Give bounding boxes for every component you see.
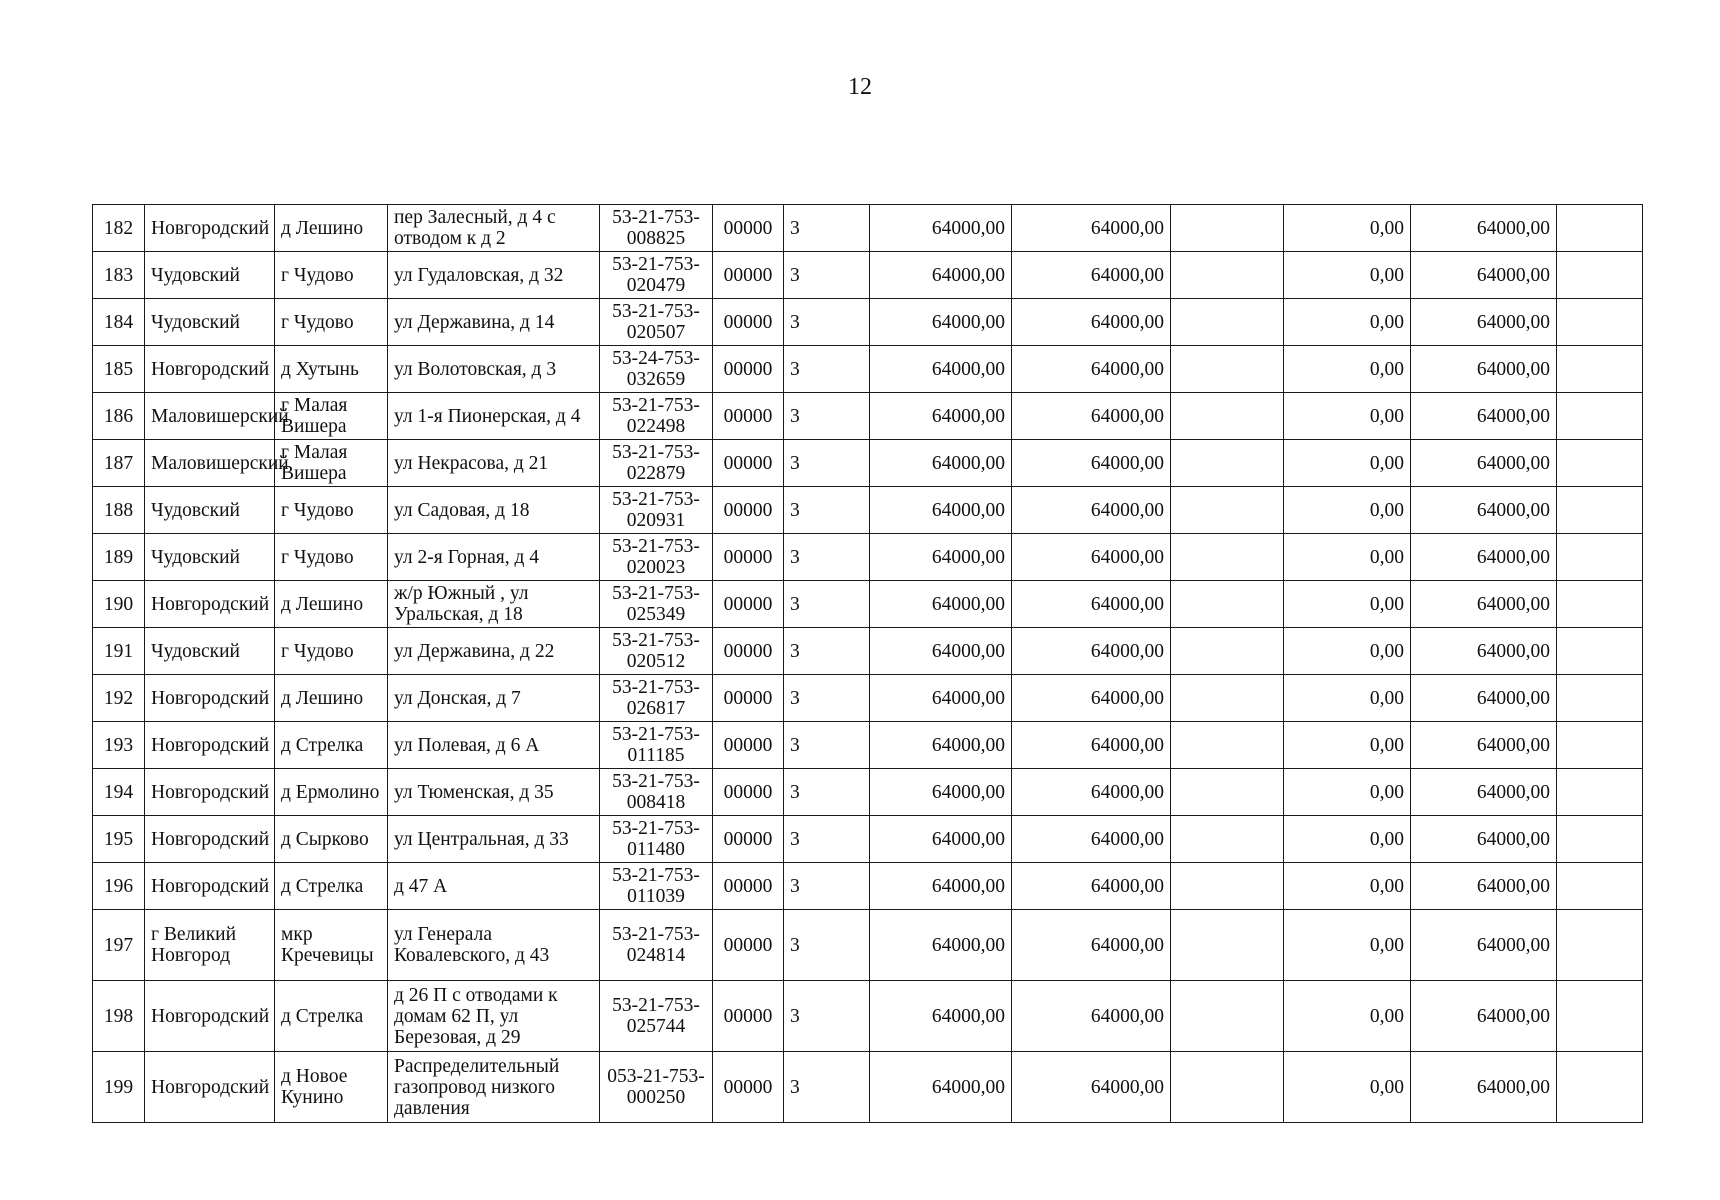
row-number-cell: 184 — [93, 299, 145, 346]
total-cell: 64000,00 — [1411, 769, 1557, 816]
empty-cell — [1171, 628, 1284, 675]
locality-cell: д Лешино — [275, 205, 388, 252]
address-cell: ж/р Южный , ул Уральская, д 18 — [388, 581, 600, 628]
empty-cell — [1171, 581, 1284, 628]
last-cell — [1557, 863, 1643, 910]
amount-2-cell: 64000,00 — [1012, 816, 1171, 863]
amount-2-cell: 64000,00 — [1012, 393, 1171, 440]
row-number-cell: 185 — [93, 346, 145, 393]
value-zero-cell: 0,00 — [1284, 675, 1411, 722]
row-number-cell: 187 — [93, 440, 145, 487]
empty-cell — [1171, 863, 1284, 910]
district-cell: Чудовский — [145, 299, 275, 346]
table-row — [93, 910, 1643, 981]
value-zero-cell: 0,00 — [1284, 487, 1411, 534]
object-code-cell: 53-21-753-008825 — [600, 205, 713, 252]
value-zero-cell: 0,00 — [1284, 769, 1411, 816]
object-code-cell: 53-21-753-022879 — [600, 440, 713, 487]
value-zero-cell: 0,00 — [1284, 534, 1411, 581]
zero-code-cell: 00000 — [713, 205, 784, 252]
locality-cell: д Стрелка — [275, 981, 388, 1052]
category-cell: 3 — [784, 628, 870, 675]
address-cell: ул 2-я Горная, д 4 — [388, 534, 600, 581]
zero-code-cell: 00000 — [713, 981, 784, 1052]
row-number-cell: 195 — [93, 816, 145, 863]
row-number-cell: 193 — [93, 722, 145, 769]
row-number-cell: 199 — [93, 1052, 145, 1123]
category-cell: 3 — [784, 393, 870, 440]
district-cell: Новгородский — [145, 205, 275, 252]
empty-cell — [1171, 910, 1284, 981]
object-code-cell: 53-21-753-011185 — [600, 722, 713, 769]
locality-cell: г Чудово — [275, 252, 388, 299]
address-cell: пер Залесный, д 4 с отводом к д 2 — [388, 205, 600, 252]
zero-code-cell: 00000 — [713, 346, 784, 393]
last-cell — [1557, 1052, 1643, 1123]
category-cell: 3 — [784, 346, 870, 393]
value-zero-cell: 0,00 — [1284, 581, 1411, 628]
last-cell — [1557, 440, 1643, 487]
empty-cell — [1171, 205, 1284, 252]
district-cell: Чудовский — [145, 487, 275, 534]
value-zero-cell: 0,00 — [1284, 252, 1411, 299]
last-cell — [1557, 628, 1643, 675]
zero-code-cell: 00000 — [713, 1052, 784, 1123]
total-cell: 64000,00 — [1411, 628, 1557, 675]
district-cell: Чудовский — [145, 628, 275, 675]
total-cell: 64000,00 — [1411, 816, 1557, 863]
value-zero-cell: 0,00 — [1284, 440, 1411, 487]
value-zero-cell: 0,00 — [1284, 205, 1411, 252]
last-cell — [1557, 981, 1643, 1052]
zero-code-cell: 00000 — [713, 628, 784, 675]
locality-cell: д Стрелка — [275, 863, 388, 910]
amount-2-cell: 64000,00 — [1012, 487, 1171, 534]
table-row — [93, 299, 1643, 346]
amount-cell: 64000,00 — [870, 487, 1012, 534]
zero-code-cell: 00000 — [713, 534, 784, 581]
empty-cell — [1171, 1052, 1284, 1123]
table-row — [93, 487, 1643, 534]
table-row — [93, 252, 1643, 299]
value-zero-cell: 0,00 — [1284, 346, 1411, 393]
object-code-cell: 53-21-753-008418 — [600, 769, 713, 816]
empty-cell — [1171, 981, 1284, 1052]
category-cell: 3 — [784, 722, 870, 769]
address-cell: ул Гудаловская, д 32 — [388, 252, 600, 299]
locality-cell: г Малая Вишера — [275, 440, 388, 487]
zero-code-cell: 00000 — [713, 252, 784, 299]
row-number-cell: 191 — [93, 628, 145, 675]
total-cell: 64000,00 — [1411, 440, 1557, 487]
total-cell: 64000,00 — [1411, 981, 1557, 1052]
last-cell — [1557, 534, 1643, 581]
object-code-cell: 53-21-753-022498 — [600, 393, 713, 440]
empty-cell — [1171, 816, 1284, 863]
category-cell: 3 — [784, 675, 870, 722]
table-row — [93, 393, 1643, 440]
category-cell: 3 — [784, 581, 870, 628]
category-cell: 3 — [784, 534, 870, 581]
table-row — [93, 628, 1643, 675]
amount-cell: 64000,00 — [870, 910, 1012, 981]
district-cell: Новгородский — [145, 722, 275, 769]
last-cell — [1557, 346, 1643, 393]
empty-cell — [1171, 675, 1284, 722]
amount-2-cell: 64000,00 — [1012, 981, 1171, 1052]
category-cell: 3 — [784, 816, 870, 863]
amount-cell: 64000,00 — [870, 581, 1012, 628]
address-cell: д 47 А — [388, 863, 600, 910]
table-row — [93, 534, 1643, 581]
table-row — [93, 440, 1643, 487]
amount-cell: 64000,00 — [870, 628, 1012, 675]
total-cell: 64000,00 — [1411, 581, 1557, 628]
total-cell: 64000,00 — [1411, 910, 1557, 981]
total-cell: 64000,00 — [1411, 252, 1557, 299]
empty-cell — [1171, 346, 1284, 393]
address-cell: ул Тюменская, д 35 — [388, 769, 600, 816]
last-cell — [1557, 205, 1643, 252]
table-body — [93, 205, 1643, 1123]
table-row — [93, 863, 1643, 910]
zero-code-cell: 00000 — [713, 581, 784, 628]
district-cell: Новгородский — [145, 675, 275, 722]
object-code-cell: 53-21-753-020479 — [600, 252, 713, 299]
zero-code-cell: 00000 — [713, 910, 784, 981]
table-row — [93, 346, 1643, 393]
address-cell: ул Донская, д 7 — [388, 675, 600, 722]
address-cell: ул Садовая, д 18 — [388, 487, 600, 534]
value-zero-cell: 0,00 — [1284, 393, 1411, 440]
table-row — [93, 581, 1643, 628]
last-cell — [1557, 910, 1643, 981]
amount-cell: 64000,00 — [870, 440, 1012, 487]
row-number-cell: 192 — [93, 675, 145, 722]
last-cell — [1557, 816, 1643, 863]
empty-cell — [1171, 487, 1284, 534]
category-cell: 3 — [784, 1052, 870, 1123]
category-cell: 3 — [784, 440, 870, 487]
amount-cell: 64000,00 — [870, 675, 1012, 722]
zero-code-cell: 00000 — [713, 393, 784, 440]
last-cell — [1557, 299, 1643, 346]
row-number-cell: 197 — [93, 910, 145, 981]
empty-cell — [1171, 252, 1284, 299]
row-number-cell: 189 — [93, 534, 145, 581]
amount-cell: 64000,00 — [870, 252, 1012, 299]
zero-code-cell: 00000 — [713, 722, 784, 769]
amount-cell: 64000,00 — [870, 769, 1012, 816]
amount-2-cell: 64000,00 — [1012, 299, 1171, 346]
category-cell: 3 — [784, 252, 870, 299]
category-cell: 3 — [784, 299, 870, 346]
amount-2-cell: 64000,00 — [1012, 346, 1171, 393]
row-number-cell: 190 — [93, 581, 145, 628]
object-code-cell: 53-21-753-020023 — [600, 534, 713, 581]
locality-cell: д Лешино — [275, 581, 388, 628]
object-code-cell: 53-21-753-011480 — [600, 816, 713, 863]
zero-code-cell: 00000 — [713, 487, 784, 534]
value-zero-cell: 0,00 — [1284, 299, 1411, 346]
locality-cell: д Сырково — [275, 816, 388, 863]
amount-cell: 64000,00 — [870, 346, 1012, 393]
locality-cell: мкр Кречевицы — [275, 910, 388, 981]
object-code-cell: 53-24-753-032659 — [600, 346, 713, 393]
table-row — [93, 205, 1643, 252]
category-cell: 3 — [784, 910, 870, 981]
district-cell: Новгородский — [145, 346, 275, 393]
category-cell: 3 — [784, 981, 870, 1052]
value-zero-cell: 0,00 — [1284, 628, 1411, 675]
amount-cell: 64000,00 — [870, 722, 1012, 769]
locality-cell: г Чудово — [275, 628, 388, 675]
zero-code-cell: 00000 — [713, 769, 784, 816]
row-number-cell: 183 — [93, 252, 145, 299]
page-number: 12 — [848, 74, 872, 100]
object-code-cell: 53-21-753-020931 — [600, 487, 713, 534]
row-number-cell: 198 — [93, 981, 145, 1052]
amount-cell: 64000,00 — [870, 981, 1012, 1052]
row-number-cell: 182 — [93, 205, 145, 252]
district-cell: Чудовский — [145, 252, 275, 299]
total-cell: 64000,00 — [1411, 722, 1557, 769]
amount-cell: 64000,00 — [870, 393, 1012, 440]
empty-cell — [1171, 440, 1284, 487]
total-cell: 64000,00 — [1411, 1052, 1557, 1123]
locality-cell: д Хутынь — [275, 346, 388, 393]
locality-cell: д Ермолино — [275, 769, 388, 816]
row-number-cell: 188 — [93, 487, 145, 534]
total-cell: 64000,00 — [1411, 863, 1557, 910]
address-cell: ул Некрасова, д 21 — [388, 440, 600, 487]
value-zero-cell: 0,00 — [1284, 816, 1411, 863]
object-code-cell: 53-21-753-026817 — [600, 675, 713, 722]
amount-2-cell: 64000,00 — [1012, 863, 1171, 910]
amount-2-cell: 64000,00 — [1012, 910, 1171, 981]
district-cell: Новгородский — [145, 1052, 275, 1123]
total-cell: 64000,00 — [1411, 487, 1557, 534]
amount-cell: 64000,00 — [870, 205, 1012, 252]
district-cell: Маловишерский — [145, 393, 275, 440]
amount-cell: 64000,00 — [870, 1052, 1012, 1123]
address-cell: ул 1-я Пионерская, д 4 — [388, 393, 600, 440]
row-number-cell: 186 — [93, 393, 145, 440]
address-cell: ул Генерала Ковалевского, д 43 — [388, 910, 600, 981]
district-cell: г Великий Новгород — [145, 910, 275, 981]
last-cell — [1557, 722, 1643, 769]
locality-cell: г Малая Вишера — [275, 393, 388, 440]
object-code-cell: 53-21-753-025744 — [600, 981, 713, 1052]
amount-2-cell: 64000,00 — [1012, 628, 1171, 675]
value-zero-cell: 0,00 — [1284, 910, 1411, 981]
register-table — [92, 204, 1643, 1123]
value-zero-cell: 0,00 — [1284, 722, 1411, 769]
district-cell: Новгородский — [145, 863, 275, 910]
locality-cell: г Чудово — [275, 299, 388, 346]
table-row — [93, 981, 1643, 1052]
object-code-cell: 53-21-753-024814 — [600, 910, 713, 981]
object-code-cell: 53-21-753-025349 — [600, 581, 713, 628]
empty-cell — [1171, 534, 1284, 581]
amount-2-cell: 64000,00 — [1012, 675, 1171, 722]
last-cell — [1557, 252, 1643, 299]
total-cell: 64000,00 — [1411, 675, 1557, 722]
locality-cell: г Чудово — [275, 487, 388, 534]
empty-cell — [1171, 722, 1284, 769]
last-cell — [1557, 487, 1643, 534]
amount-cell: 64000,00 — [870, 863, 1012, 910]
address-cell: ул Центральная, д 33 — [388, 816, 600, 863]
object-code-cell: 53-21-753-020512 — [600, 628, 713, 675]
total-cell: 64000,00 — [1411, 393, 1557, 440]
object-code-cell: 53-21-753-020507 — [600, 299, 713, 346]
total-cell: 64000,00 — [1411, 205, 1557, 252]
empty-cell — [1171, 769, 1284, 816]
zero-code-cell: 00000 — [713, 863, 784, 910]
zero-code-cell: 00000 — [713, 816, 784, 863]
table-row — [93, 675, 1643, 722]
table-row — [93, 722, 1643, 769]
last-cell — [1557, 675, 1643, 722]
amount-2-cell: 64000,00 — [1012, 722, 1171, 769]
category-cell: 3 — [784, 863, 870, 910]
zero-code-cell: 00000 — [713, 675, 784, 722]
district-cell: Новгородский — [145, 581, 275, 628]
district-cell: Новгородский — [145, 981, 275, 1052]
locality-cell: д Лешино — [275, 675, 388, 722]
amount-2-cell: 64000,00 — [1012, 534, 1171, 581]
amount-cell: 64000,00 — [870, 534, 1012, 581]
category-cell: 3 — [784, 487, 870, 534]
address-cell: ул Державина, д 22 — [388, 628, 600, 675]
table-row — [93, 816, 1643, 863]
amount-cell: 64000,00 — [870, 816, 1012, 863]
locality-cell: г Чудово — [275, 534, 388, 581]
table-row — [93, 1052, 1643, 1123]
table-row — [93, 769, 1643, 816]
row-number-cell: 196 — [93, 863, 145, 910]
locality-cell: д Новое Кунино — [275, 1052, 388, 1123]
locality-cell: д Стрелка — [275, 722, 388, 769]
value-zero-cell: 0,00 — [1284, 1052, 1411, 1123]
address-cell: Распределительный газопровод низкого давления — [388, 1052, 600, 1123]
amount-2-cell: 64000,00 — [1012, 1052, 1171, 1123]
total-cell: 64000,00 — [1411, 299, 1557, 346]
district-cell: Маловишерский — [145, 440, 275, 487]
row-number-cell: 194 — [93, 769, 145, 816]
value-zero-cell: 0,00 — [1284, 981, 1411, 1052]
address-cell: ул Волотовская, д 3 — [388, 346, 600, 393]
zero-code-cell: 00000 — [713, 299, 784, 346]
district-cell: Новгородский — [145, 769, 275, 816]
empty-cell — [1171, 393, 1284, 440]
last-cell — [1557, 393, 1643, 440]
amount-2-cell: 64000,00 — [1012, 205, 1171, 252]
district-cell: Чудовский — [145, 534, 275, 581]
last-cell — [1557, 769, 1643, 816]
last-cell — [1557, 581, 1643, 628]
value-zero-cell: 0,00 — [1284, 863, 1411, 910]
zero-code-cell: 00000 — [713, 440, 784, 487]
empty-cell — [1171, 299, 1284, 346]
amount-2-cell: 64000,00 — [1012, 252, 1171, 299]
category-cell: 3 — [784, 205, 870, 252]
address-cell: ул Полевая, д 6 А — [388, 722, 600, 769]
category-cell: 3 — [784, 769, 870, 816]
total-cell: 64000,00 — [1411, 534, 1557, 581]
object-code-cell: 053-21-753-000250 — [600, 1052, 713, 1123]
total-cell: 64000,00 — [1411, 346, 1557, 393]
amount-2-cell: 64000,00 — [1012, 440, 1171, 487]
address-cell: д 26 П с отводами к домам 62 П, ул Березовая, д 29 — [388, 981, 600, 1052]
amount-2-cell: 64000,00 — [1012, 581, 1171, 628]
object-code-cell: 53-21-753-011039 — [600, 863, 713, 910]
district-cell: Новгородский — [145, 816, 275, 863]
address-cell: ул Державина, д 14 — [388, 299, 600, 346]
amount-cell: 64000,00 — [870, 299, 1012, 346]
amount-2-cell: 64000,00 — [1012, 769, 1171, 816]
